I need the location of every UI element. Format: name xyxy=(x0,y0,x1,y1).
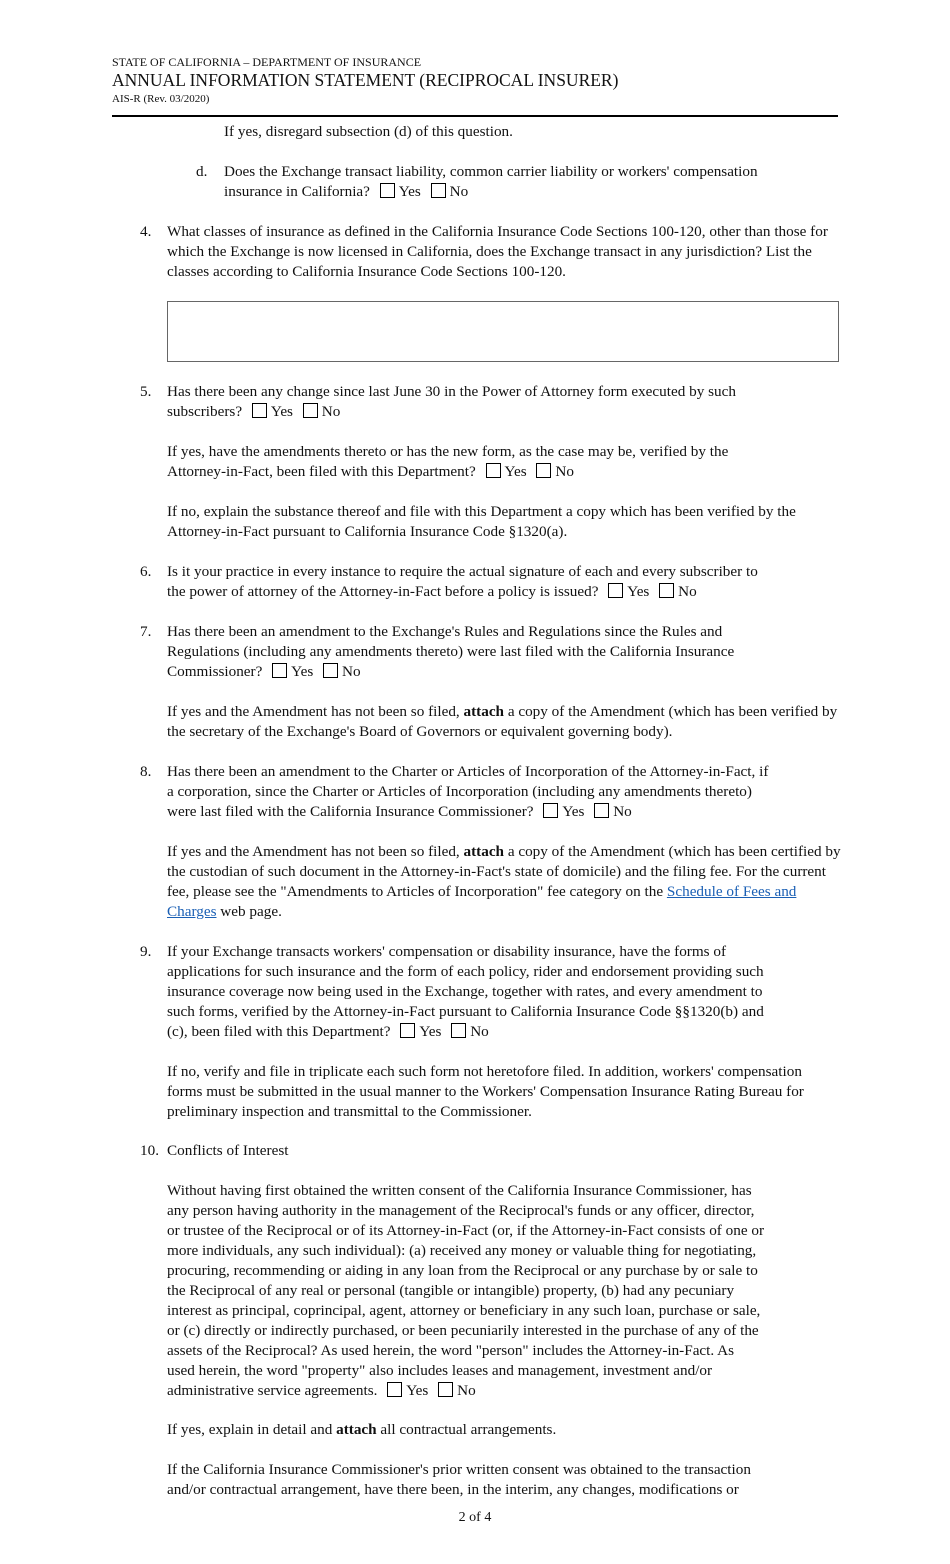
q10-f1-attach: attach xyxy=(336,1421,377,1438)
q3d-line2: insurance in California? xyxy=(224,183,370,200)
q8-line2: a corporation, since the Charter or Articles of Incorporation (including any amendments thereto) xyxy=(167,783,752,800)
q4-number: 4. xyxy=(140,223,152,240)
q8-f-mid: a copy of the Amendment (which has been certified by the custodian of such document in the Attorney-in-Fact's state of domicile) and the filing fee. For the current fee, please see the "Amendments to Articles of Incorporation" fee category on the xyxy=(167,843,841,900)
q10-f2-line1: If the California Insurance Commissioner's prior written consent was obtained to the transaction xyxy=(167,1461,751,1478)
q10-no-checkbox[interactable] xyxy=(438,1382,453,1397)
q10-line1: Without having first obtained the written consent of the California Insurance Commissioner, has xyxy=(167,1182,752,1199)
q7-yes-checkbox[interactable] xyxy=(272,663,287,678)
agency-name: STATE OF CALIFORNIA – DEPARTMENT OF INSURANCE xyxy=(112,55,422,69)
q8-line1: Has there been an amendment to the Charter or Articles of Incorporation of the Attorney-in-Fact, if xyxy=(167,763,769,780)
q10-line2: any person having authority in the management of the Reciprocal's funds or any officer, director, xyxy=(167,1202,755,1219)
q5-f1-line1: If yes, have the amendments thereto or has the new form, as the case may be, verified by the xyxy=(167,443,729,460)
q5-followup-1 xyxy=(167,442,842,482)
q9-question xyxy=(167,942,842,1042)
q10-line10: used herein, the word "property" also includes leases and management, investment and/or xyxy=(167,1362,713,1379)
q5-f1-yes-label: Yes xyxy=(504,463,527,480)
q6-number: 6. xyxy=(140,563,152,580)
q10-line9: assets of the Reciprocal? As used herein, the word "person" includes the Attorney-in-Fact. As xyxy=(167,1342,735,1359)
q9-number: 9. xyxy=(140,943,152,960)
schedule-of-fees-link[interactable]: Schedule of Fees and Charges xyxy=(167,883,797,920)
q10-followup-1 xyxy=(167,1420,842,1440)
q10-f1-pre: If yes, explain in detail and xyxy=(167,1421,333,1438)
q7-line3: Commissioner? xyxy=(167,663,263,680)
q8-f-attach: attach xyxy=(463,843,505,860)
q3d-no-checkbox[interactable] xyxy=(431,183,446,198)
q5-number: 5. xyxy=(140,383,152,400)
q9-followup: If no, verify and file in triplicate each such form not heretofore filed. In addition, workers' compensation forms must be submitted in the usual manner to the Workers' Compensation Insurance Rating Bureau for preliminary inspection and transmittal to the Commissioner. xyxy=(167,1063,804,1120)
q4-question: What classes of insurance as defined in the California Insurance Code Sections 100-120, other than those for which the Exchange is now licensed in California, does the Exchange transact in any jurisdiction? List the classes according to California Insurance Code Sections 100-120. xyxy=(167,223,828,280)
q3c-tail: If yes, disregard subsection (d) of this question. xyxy=(224,123,513,140)
q9-yes-checkbox[interactable] xyxy=(400,1023,415,1038)
q5-f1-yes-checkbox[interactable] xyxy=(486,463,501,478)
q8-followup xyxy=(167,842,842,922)
form-id: AIS-R (Rev. 03/2020) xyxy=(112,93,210,105)
q9-line3: insurance coverage now being used in the Exchange, together with rates, and every amendment to xyxy=(167,983,763,1000)
q8-yes-checkbox[interactable] xyxy=(543,803,558,818)
q8-f-pre: If yes and the Amendment has not been so filed, xyxy=(167,843,460,860)
q5-yes-checkbox[interactable] xyxy=(252,403,267,418)
q5-f1-no-checkbox[interactable] xyxy=(536,463,551,478)
q3d-question xyxy=(224,162,844,202)
q8-line3: were last filed with the California Insurance Commissioner? xyxy=(167,803,534,820)
q10-yes-label: Yes xyxy=(406,1382,429,1399)
q7-f-post: a copy of the Amendment (which has been verified by the secretary of the Exchange's Board of Governors or equivalent governing body). xyxy=(167,703,838,740)
q10-yes-checkbox[interactable] xyxy=(387,1382,402,1397)
q6-question xyxy=(167,562,842,602)
q7-followup xyxy=(167,702,842,742)
q3d-yes-label: Yes xyxy=(398,183,421,200)
q10-title: Conflicts of Interest xyxy=(167,1142,289,1159)
q7-f-pre: If yes and the Amendment has not been so filed, xyxy=(167,703,460,720)
q10-f2-line2: and/or contractual arrangement, have there been, in the interim, any changes, modifications or xyxy=(167,1481,739,1498)
q10-line6: the Reciprocal of any real or personal (tangible or intangible) property, (b) had any pecuniary xyxy=(167,1282,735,1299)
q10-line11: administrative service agreements. xyxy=(167,1382,378,1399)
q9-line4: such forms, verified by the Attorney-in-Fact pursuant to California Insurance Code §§1320(b) and xyxy=(167,1003,764,1020)
q9-line5: (c), been filed with this Department? xyxy=(167,1023,391,1040)
q5-question xyxy=(167,382,842,422)
q5-f1-no-label: No xyxy=(555,463,574,480)
q9-no-label: No xyxy=(470,1023,489,1040)
q7-line2: Regulations (including any amendments thereto) were last filed with the California Insurance xyxy=(167,643,735,660)
q6-yes-checkbox[interactable] xyxy=(608,583,623,598)
q8-no-label: No xyxy=(613,803,632,820)
form-title: ANNUAL INFORMATION STATEMENT (RECIPROCAL INSURER) xyxy=(112,70,619,90)
q6-line2: the power of attorney of the Attorney-in-Fact before a policy is issued? xyxy=(167,583,599,600)
q8-question xyxy=(167,762,842,822)
q3d-yes-checkbox[interactable] xyxy=(380,183,395,198)
q6-no-label: No xyxy=(678,583,697,600)
q5-no-label: No xyxy=(321,403,341,420)
q7-question xyxy=(167,622,842,682)
q8-f-post: web page. xyxy=(220,903,282,920)
q10-line7: interest as principal, coprincipal, agent, attorney or beneficiary in any such loan, purchase or sale, xyxy=(167,1302,761,1319)
q10-no-label: No xyxy=(457,1382,476,1399)
q10-number: 10. xyxy=(140,1142,159,1159)
q3d-letter: d. xyxy=(196,163,208,180)
q5-f1-line2: Attorney-in-Fact, been filed with this Department? xyxy=(167,463,476,480)
q10-followup-2 xyxy=(167,1460,842,1500)
q8-number: 8. xyxy=(140,763,152,780)
q6-no-checkbox[interactable] xyxy=(659,583,674,598)
q7-no-checkbox[interactable] xyxy=(323,663,338,678)
q5-yes-label: Yes xyxy=(270,403,293,420)
q8-yes-label: Yes xyxy=(562,803,585,820)
q5-line1: Has there been any change since last June 30 in the Power of Attorney form executed by such xyxy=(167,383,736,400)
q10-question xyxy=(167,1181,842,1401)
q9-line2: applications for such insurance and the form of each policy, rider and endorsement providing such xyxy=(167,963,764,980)
q7-no-label: No xyxy=(342,663,361,680)
q7-number: 7. xyxy=(140,623,152,640)
q9-line1: If your Exchange transacts workers' compensation or disability insurance, have the forms of xyxy=(167,943,727,960)
header-rule xyxy=(112,115,838,117)
q10-line4: more individuals, any such individual): (a) received any money or valuable thing for negotiating, xyxy=(167,1242,757,1259)
q5-followup-2: If no, explain the substance thereof and file with this Department a copy which has been verified by the Attorney-in-Fact pursuant to California Insurance Code §1320(a). xyxy=(167,503,796,540)
q3d-no-label: No xyxy=(449,183,469,200)
q3d-line1: Does the Exchange transact liability, common carrier liability or workers' compensation xyxy=(224,163,758,180)
q7-f-attach: attach xyxy=(463,703,505,720)
q7-line1: Has there been an amendment to the Exchange's Rules and Regulations since the Rules and xyxy=(167,623,723,640)
q10-line3: or trustee of the Reciprocal or of its Attorney-in-Fact (or, if the Attorney-in-Fact consists of one or xyxy=(167,1222,765,1239)
q4-answer-box[interactable] xyxy=(167,301,839,362)
q7-yes-label: Yes xyxy=(291,663,314,680)
q5-no-checkbox[interactable] xyxy=(303,403,318,418)
q5-line2: subscribers? xyxy=(167,403,243,420)
q6-yes-label: Yes xyxy=(627,583,650,600)
q10-line5: procuring, recommending or aiding in any loan from the Reciprocal or any purchase by or sale to xyxy=(167,1262,758,1279)
q10-line8: or (c) directly or indirectly purchased, or been pecuniarily interested in the purchase of any of the xyxy=(167,1322,759,1339)
q9-yes-label: Yes xyxy=(419,1023,442,1040)
q8-no-checkbox[interactable] xyxy=(594,803,609,818)
q6-line1: Is it your practice in every instance to require the actual signature of each and every subscriber to xyxy=(167,563,758,580)
q9-no-checkbox[interactable] xyxy=(451,1023,466,1038)
q10-f1-post: all contractual arrangements. xyxy=(380,1421,557,1438)
page-number: 2 of 4 xyxy=(458,1510,492,1525)
